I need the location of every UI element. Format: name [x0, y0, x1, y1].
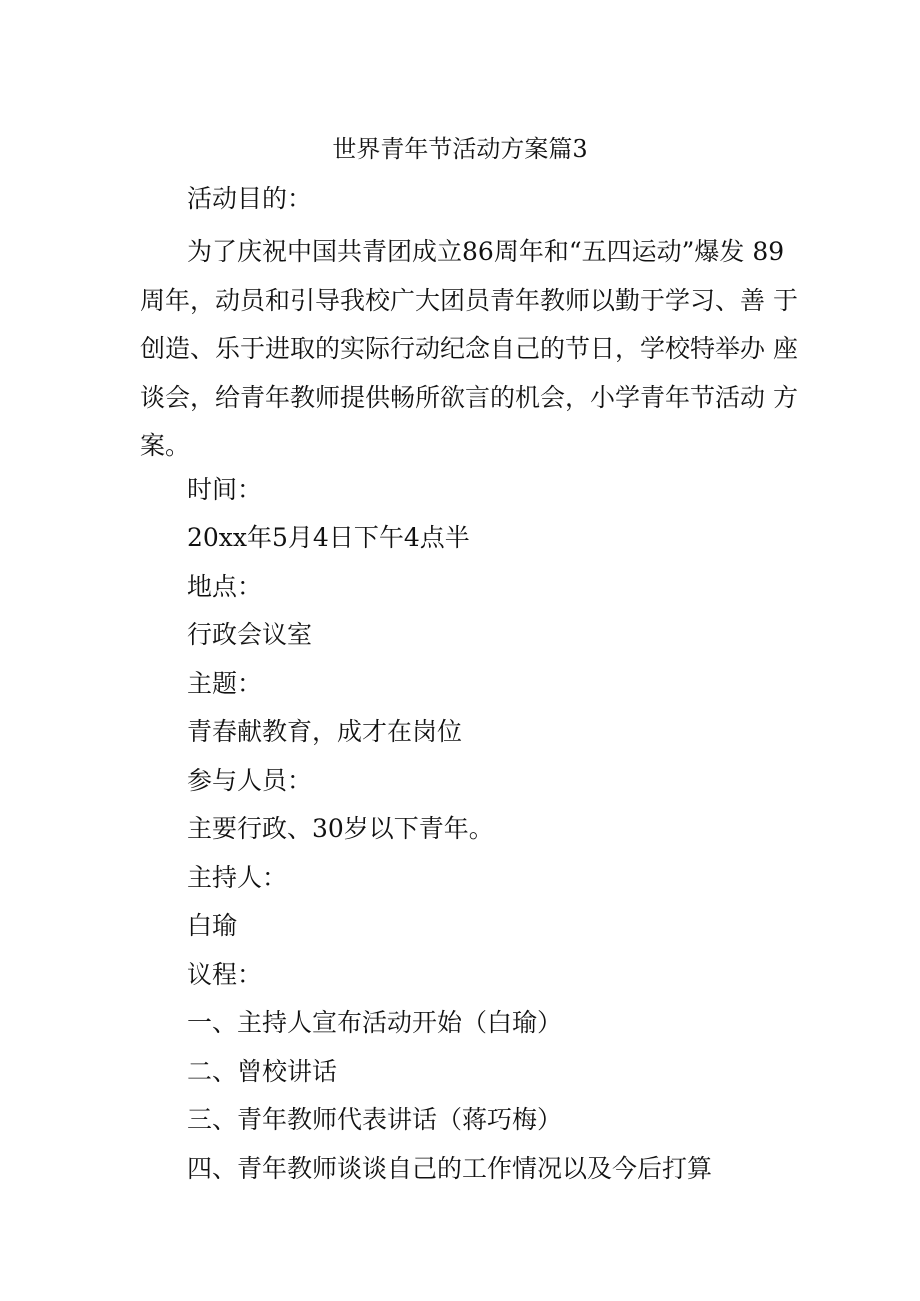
purpose-line: 谈会，给青年教师提供畅所欲言的机会，小学青年节活动 方 [140, 382, 798, 412]
document-title: 世界青年节活动方案篇3 [332, 135, 588, 163]
agenda-item: 四、青年教师谈谈自己的工作情况以及今后打算 [187, 1154, 713, 1183]
purpose-line: 周年，动员和引导我校广大团员青年教师以勤于学习、善 于 [140, 285, 798, 315]
agenda-item: 一、主持人宣布活动开始（白瑜） [187, 1008, 563, 1037]
host-label: 主持人： [187, 863, 288, 892]
place-label: 地点： [187, 572, 263, 601]
agenda-item: 二、曾校讲话 [187, 1057, 338, 1086]
purpose-label: 活动目的： [187, 184, 313, 213]
agenda-item: 三、青年教师代表讲话（蒋巧梅） [187, 1105, 563, 1134]
purpose-line: 案。 [140, 431, 191, 460]
purpose-paragraph [140, 228, 798, 471]
purpose-line: 为了庆祝中国共青团成立86周年和“五四运动”爆发 89 [187, 237, 785, 266]
place-value: 行政会议室 [187, 620, 313, 649]
participants-label: 参与人员： [187, 766, 313, 795]
time-value: 20xx年5月4日下午4点半 [187, 523, 470, 552]
host-value: 白瑜 [187, 911, 238, 940]
time-label: 时间： [187, 475, 263, 504]
agenda-label: 议程： [187, 960, 263, 989]
theme-value: 青春献教育，成才在岗位 [187, 717, 463, 746]
purpose-line: 创造、乐于进取的实际行动纪念自己的节日，学校特举办 座 [140, 334, 798, 363]
participants-value: 主要行政、30岁以下青年。 [187, 814, 494, 843]
theme-label: 主题： [187, 669, 263, 698]
